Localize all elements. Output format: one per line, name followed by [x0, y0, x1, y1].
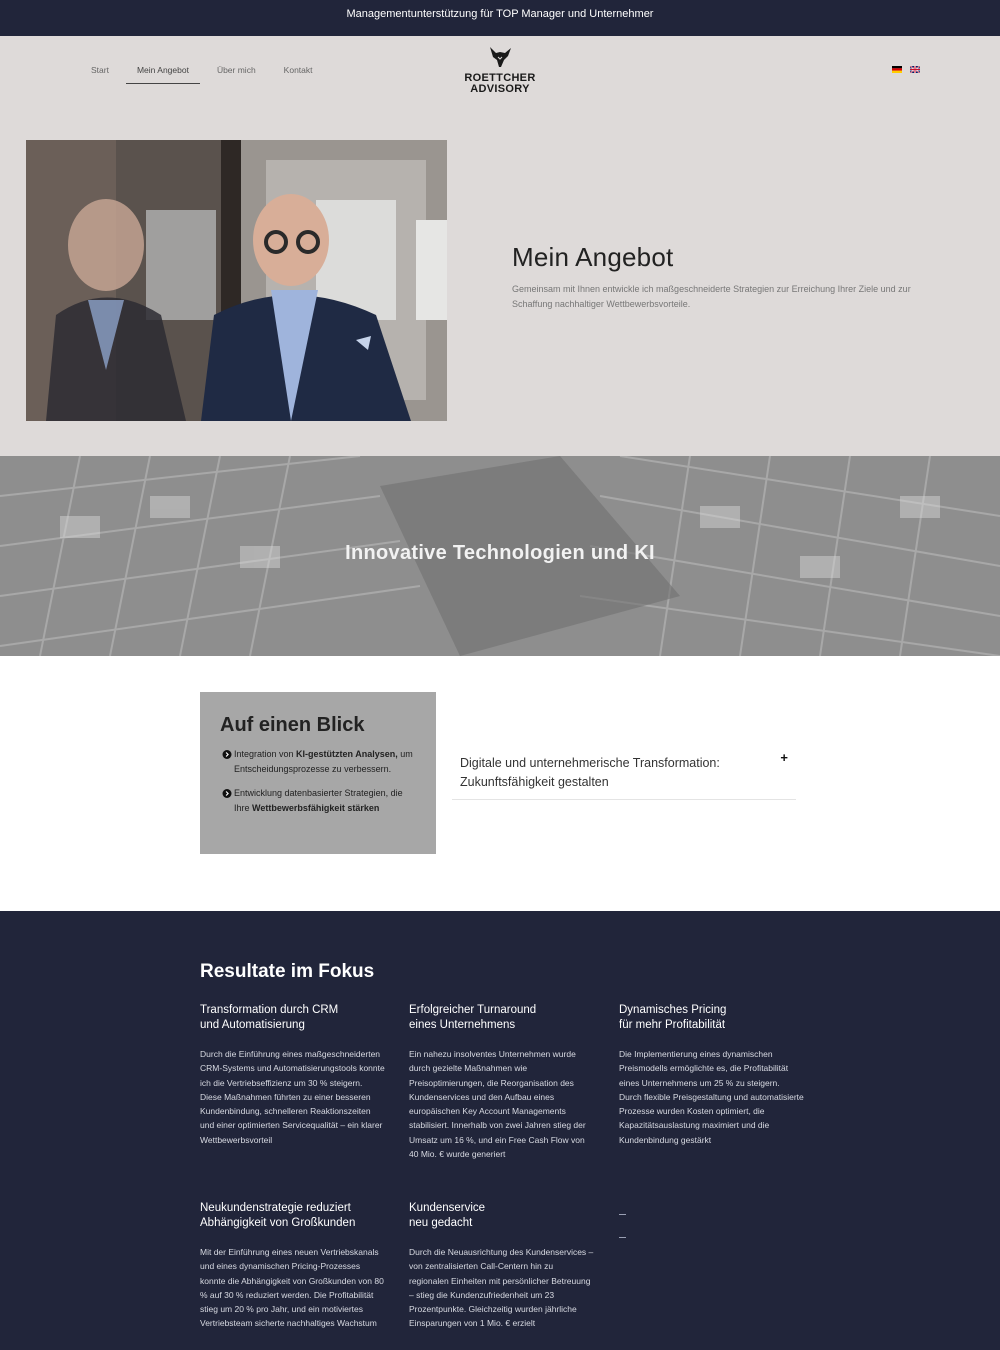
result-card	[200, 1003, 385, 1147]
result-card	[200, 1201, 385, 1331]
glance-list-item	[220, 786, 416, 816]
accordion-transformation[interactable]	[452, 740, 796, 800]
accordion-title[interactable]: Digitale und unternehmerische Transformation: Zukunftsfähigkeit gestalten	[460, 756, 720, 789]
result-card-title: Transformation durch CRM und Automatisierung	[200, 1004, 339, 1031]
plus-icon[interactable]: +	[780, 750, 788, 765]
header-section	[0, 36, 1000, 456]
divider	[619, 1237, 626, 1238]
result-card-text: Durch die Einführung eines maßgeschneiderten CRM-Systems und Automatisierungstools konnte ich die Vertriebseffizienz um 30 % steigern. Diese Maßnahmen führten zu einer besseren Kundenbindung, schnelleren Reaktionszeiten und einer optimierten Servicequalität – ein klarer Wettbewerbsvorteil	[200, 1049, 385, 1145]
result-card-text: Die Implementierung eines dynamischen Preismodells ermöglichte es, die Profitabilität eines Unternehmens um 25 % zu steigern. Durch flexible Preisgestaltung und automatisierte Prozesse wurden Kosten optimiert, die Kapazitätsauslastung maximiert und die Kundenbindung gestärkt	[619, 1049, 804, 1145]
result-card	[409, 1003, 594, 1161]
chevron-circle-icon	[220, 789, 234, 798]
result-card-title: Dynamisches Pricing für mehr Profitabilität	[619, 1004, 727, 1031]
glance-list-item	[220, 747, 416, 777]
hero-portrait-photo	[26, 140, 447, 421]
at-a-glance-box	[200, 692, 436, 854]
result-card-title: Neukundenstrategie reduziert Abhängigkeit von Großkunden	[200, 1202, 356, 1229]
flag-de-icon[interactable]	[892, 66, 902, 73]
fox-head-icon	[487, 46, 513, 68]
logo-line-2: ADVISORY	[470, 83, 530, 95]
nav-item-start[interactable]: Start	[91, 65, 109, 75]
main-nav	[80, 62, 330, 84]
site-logo[interactable]	[460, 46, 540, 95]
result-card-title: Erfolgreicher Turnaround eines Unternehmens	[409, 1004, 537, 1031]
technology-banner	[0, 456, 1000, 656]
nav-item-ueber-mich[interactable]: Über mich	[216, 65, 256, 75]
results-title: Resultate im Fokus	[200, 961, 375, 982]
page-title: Mein Angebot	[512, 242, 674, 272]
nav-item-kontakt[interactable]: Kontakt	[283, 65, 313, 75]
result-card-text: Mit der Einführung eines neuen Vertriebskanals und eines dynamischen Pricing-Prozesses konnte die Abhängigkeit von Großkunden von 80 % auf 30 % reduziert werden. Die Profitabilität stieg um 20 % pro Jahr, und ein motiviertes Vertriebsteam sicherte nachhaltiges Wachstum	[200, 1247, 384, 1329]
language-switcher	[892, 66, 920, 73]
result-card-text: Ein nahezu insolventes Unternehmen wurde durch gezielte Maßnahmen wie Preisoptimierungen, die Reorganisation des Kundenservices und den Aufbau eines europäischen Key Account Managements stabilisiert. Innerhalb von zwei Jahren stieg der Umsatz um 16 %, und ein Free Cash Flow von 40 Mio. € wurde generiert	[409, 1049, 586, 1160]
glance-item-text: Entwicklung datenbasierter Strategien, die Ihre Wettbewerbsfähigkeit stärken	[234, 788, 403, 813]
result-card-title: Kundenservice neu gedacht	[409, 1202, 486, 1229]
flag-uk-icon[interactable]	[910, 66, 920, 73]
result-card	[409, 1201, 594, 1331]
result-card	[619, 1003, 804, 1147]
hero-description: Gemeinsam mit Ihnen entwickle ich maßgeschneiderte Strategien zur Erreichung Ihrer Ziele und zur Schaffung nachhaltiger Wettbewerbsvorteile.	[512, 284, 911, 309]
announcement-text: Managementunterstützung für TOP Manager und Unternehmer	[346, 8, 654, 20]
glance-title: Auf einen Blick	[220, 714, 365, 736]
top-announcement-bar	[0, 0, 1000, 36]
nav-item-mein-angebot[interactable]: Mein Angebot	[126, 62, 200, 84]
result-card-text: Durch die Neuausrichtung des Kundenservices – von zentralisierten Call-Centern hin zu regionalen Einheiten mit persönlicher Betreuung – stieg die Kundenzufriedenheit um 23 Prozentpunkte. Gleichzeitig wurden jährliche Einsparungen von 1 Mio. € erzielt	[409, 1247, 594, 1329]
logo-line-1: ROETTCHER	[464, 72, 536, 84]
chevron-circle-icon	[220, 750, 234, 759]
glance-item-text: Integration von KI-gestützten Analysen, um Entscheidungsprozesse zu verbessern.	[234, 749, 413, 774]
results-section	[0, 911, 1000, 1350]
banner-title: Innovative Technologien und KI	[345, 542, 655, 564]
divider	[619, 1214, 626, 1215]
